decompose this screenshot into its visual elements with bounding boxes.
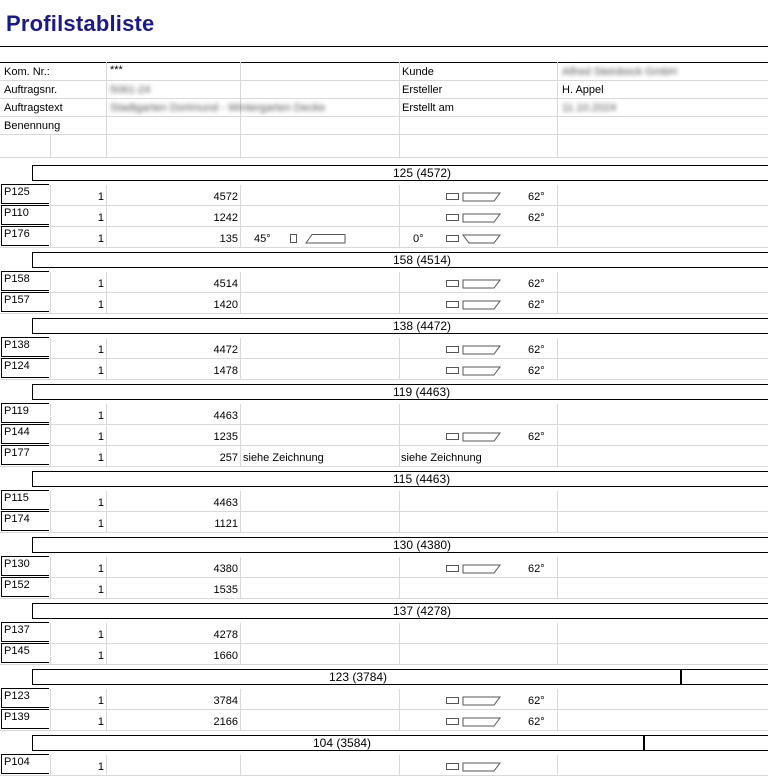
- table-row: [0, 272, 768, 293]
- profile-id[interactable]: P124: [1, 358, 49, 378]
- column-divider: [240, 557, 241, 578]
- profile-length: 4472: [213, 344, 238, 356]
- table-row: [0, 338, 768, 359]
- profile-quantity: 1: [97, 761, 104, 773]
- profile-length: 1535: [213, 584, 238, 596]
- profile-id[interactable]: P115: [1, 490, 49, 510]
- profile-quantity: 1: [97, 716, 104, 728]
- cut-angle: 62°: [528, 695, 545, 707]
- auftragsnr-label: Auftragsnr.: [4, 84, 58, 96]
- column-divider: [106, 338, 107, 359]
- column-divider: [106, 227, 107, 248]
- column-divider: [557, 578, 558, 599]
- profile-quantity: 1: [97, 695, 104, 707]
- group-header: [32, 252, 768, 268]
- group-header: [32, 669, 768, 685]
- column-divider: [240, 338, 241, 359]
- profile-length: 3784: [213, 695, 238, 707]
- column-divider: [557, 623, 558, 644]
- column-divider: [399, 293, 400, 314]
- group-label: 138 (4472): [393, 319, 452, 333]
- column-divider: [106, 578, 107, 599]
- auftragstext-label: Auftragstext: [4, 102, 63, 114]
- header-top-rule: [0, 46, 768, 47]
- cut-angle: 62°: [528, 716, 545, 728]
- profile-id[interactable]: P145: [1, 643, 49, 663]
- column-divider: [399, 644, 400, 665]
- drawing-note: siehe Zeichnung: [401, 452, 482, 464]
- profile-shape-icon: [446, 300, 504, 310]
- column-divider: [399, 338, 400, 359]
- column-divider: [557, 446, 558, 467]
- column-divider: [106, 185, 107, 206]
- column-divider: [557, 689, 558, 710]
- cut-angle: 62°: [528, 299, 545, 311]
- profile-quantity: 1: [97, 584, 104, 596]
- column-divider: [557, 185, 558, 206]
- ersteller-value: H. Appel: [562, 84, 604, 96]
- column-divider: [240, 491, 241, 512]
- group-header: [32, 537, 768, 553]
- profile-id[interactable]: P144: [1, 424, 49, 444]
- profile-length: 2166: [213, 716, 238, 728]
- group-label: 158 (4514): [393, 253, 452, 267]
- profile-id[interactable]: P125: [1, 184, 49, 204]
- column-divider: [557, 491, 558, 512]
- column-divider: [240, 644, 241, 665]
- table-row: [0, 512, 768, 533]
- cut-angle: 62°: [528, 431, 545, 443]
- column-divider: [399, 404, 400, 425]
- column-divider: [557, 227, 558, 248]
- column-divider: [240, 446, 241, 467]
- profile-shape-icon: [446, 762, 504, 772]
- column-divider: [106, 206, 107, 227]
- profile-quantity: 1: [97, 497, 104, 509]
- column-divider: [240, 710, 241, 731]
- column-divider: [106, 644, 107, 665]
- column-divider: [106, 512, 107, 533]
- column-divider: [106, 689, 107, 710]
- drawing-note: siehe Zeichnung: [243, 452, 324, 464]
- group-header: [32, 384, 768, 400]
- group-label: 130 (4380): [393, 538, 452, 552]
- column-divider: [240, 404, 241, 425]
- profile-shape-icon: [446, 564, 504, 574]
- table-row: [0, 644, 768, 665]
- profile-length: 1242: [213, 212, 238, 224]
- cut-angle: 62°: [528, 212, 545, 224]
- profile-length: 257: [219, 452, 238, 464]
- column-divider: [106, 491, 107, 512]
- profile-quantity: 1: [97, 212, 104, 224]
- column-divider: [557, 710, 558, 731]
- column-divider: [399, 710, 400, 731]
- column-divider: [557, 512, 558, 533]
- group-label: 115 (4463): [393, 472, 451, 486]
- column-divider: [106, 446, 107, 467]
- erstellt-label: Erstellt am: [402, 102, 454, 114]
- table-row: [0, 359, 768, 380]
- kunde-label: Kunde: [402, 66, 434, 78]
- auftragsnr-value: 5061-24: [110, 84, 151, 96]
- profile-id[interactable]: P110: [1, 205, 49, 225]
- profile-quantity: 1: [97, 431, 104, 443]
- table-row: [0, 623, 768, 644]
- group-tick: [643, 735, 645, 751]
- profile-id[interactable]: P157: [1, 292, 49, 312]
- column-divider: [106, 755, 107, 776]
- column-divider: [557, 338, 558, 359]
- profile-shape-icon: [446, 432, 504, 442]
- cut-angle: 62°: [528, 191, 545, 203]
- column-divider: [240, 359, 241, 380]
- profile-length: 4572: [213, 191, 238, 203]
- profile-id[interactable]: P139: [1, 709, 49, 729]
- column-divider: [399, 185, 400, 206]
- profile-shape-icon: [446, 366, 504, 376]
- table-row: [0, 578, 768, 599]
- profile-id[interactable]: P158: [1, 271, 49, 291]
- profile-quantity: 1: [97, 410, 104, 422]
- column-divider: [557, 404, 558, 425]
- column-divider: [240, 206, 241, 227]
- column-divider: [399, 227, 400, 248]
- table-row: [0, 557, 768, 578]
- column-divider: [240, 227, 241, 248]
- column-divider: [557, 206, 558, 227]
- column-divider: [557, 425, 558, 446]
- profile-length: 4514: [213, 278, 238, 290]
- column-divider: [240, 689, 241, 710]
- profile-quantity: 1: [97, 233, 104, 245]
- cut-angle: 62°: [528, 278, 545, 290]
- column-divider: [240, 425, 241, 446]
- column-divider: [240, 623, 241, 644]
- profile-length: 1478: [213, 365, 238, 377]
- profile-quantity: 1: [97, 299, 104, 311]
- cut-angle: 62°: [528, 344, 545, 356]
- column-divider: [240, 755, 241, 776]
- column-divider: [399, 359, 400, 380]
- column-divider: [240, 272, 241, 293]
- group-header: [32, 471, 768, 487]
- profile-quantity: 1: [97, 191, 104, 203]
- column-divider: [557, 359, 558, 380]
- column-divider: [557, 644, 558, 665]
- group-label: 137 (4278): [393, 604, 452, 618]
- column-divider: [557, 293, 558, 314]
- table-row: [0, 755, 768, 776]
- group-label: 123 (3784): [329, 670, 388, 684]
- profile-quantity: 1: [97, 344, 104, 356]
- column-divider: [240, 512, 241, 533]
- column-divider: [240, 185, 241, 206]
- header-rule: [0, 62, 768, 63]
- benennung-label: Benennung: [4, 120, 61, 132]
- profile-id[interactable]: P177: [1, 445, 49, 465]
- profile-shape-icon: [290, 234, 348, 244]
- cut-angle-left: 45°: [254, 233, 271, 245]
- group-header: [32, 165, 768, 181]
- group-label: 104 (3584): [313, 736, 372, 750]
- group-header: [32, 318, 768, 334]
- profile-quantity: 1: [97, 518, 104, 530]
- profile-id[interactable]: P137: [1, 622, 49, 642]
- column-divider: [399, 425, 400, 446]
- profile-id[interactable]: P123: [1, 688, 49, 708]
- table-row: [0, 710, 768, 731]
- profile-length: 4463: [213, 410, 238, 422]
- column-divider: [399, 689, 400, 710]
- profile-id[interactable]: P104: [1, 754, 49, 774]
- table-row: [0, 293, 768, 314]
- column-divider: [399, 578, 400, 599]
- profile-quantity: 1: [97, 650, 104, 662]
- table-row: [0, 206, 768, 227]
- profile-length: 4380: [213, 563, 238, 575]
- table-row: [0, 446, 768, 467]
- column-divider: [557, 272, 558, 293]
- erstellt-value: 11.10.2024: [562, 102, 617, 114]
- cut-angle-base: 0°: [413, 233, 424, 245]
- profile-quantity: 1: [97, 563, 104, 575]
- column-divider: [106, 623, 107, 644]
- profile-shape-icon: [446, 192, 504, 202]
- profile-length: 4278: [213, 629, 238, 641]
- profile-id[interactable]: P119: [1, 403, 49, 423]
- cut-angle: 62°: [528, 563, 545, 575]
- auftragstext-value: Stadtgarten Dortmund - Wintergarten Decke: [110, 102, 326, 114]
- page-title: Profilstabliste: [6, 11, 155, 36]
- column-divider: [106, 557, 107, 578]
- column-divider: [106, 359, 107, 380]
- profile-shape-icon: [446, 717, 504, 727]
- group-header: [32, 735, 768, 751]
- profile-id[interactable]: P130: [1, 556, 49, 576]
- column-divider: [557, 557, 558, 578]
- table-row: [0, 404, 768, 425]
- column-divider: [106, 293, 107, 314]
- cut-angle: 62°: [528, 365, 545, 377]
- profile-quantity: 1: [97, 365, 104, 377]
- profile-length: 4463: [213, 497, 238, 509]
- column-divider: [399, 446, 400, 467]
- table-row: [0, 227, 768, 248]
- profile-shape-icon: [446, 696, 504, 706]
- column-divider: [106, 272, 107, 293]
- group-header: [32, 603, 768, 619]
- column-divider: [557, 755, 558, 776]
- profile-shape-icon: [446, 234, 504, 244]
- profile-length: 135: [219, 233, 238, 245]
- column-divider: [106, 425, 107, 446]
- profile-shape-icon: [446, 345, 504, 355]
- column-divider: [399, 491, 400, 512]
- ersteller-label: Ersteller: [402, 84, 443, 96]
- profile-shape-icon: [446, 279, 504, 289]
- profile-length: 1235: [213, 431, 238, 443]
- group-tick: [680, 669, 682, 685]
- profile-id[interactable]: P176: [1, 226, 49, 246]
- column-divider: [106, 404, 107, 425]
- column-divider: [240, 578, 241, 599]
- group-label: 125 (4572): [393, 166, 452, 180]
- profile-length: [108, 755, 238, 776]
- column-divider: [399, 272, 400, 293]
- table-row: [0, 185, 768, 206]
- profile-length: 1660: [213, 650, 238, 662]
- profile-length: 1420: [213, 299, 238, 311]
- kom-value: ***: [110, 64, 123, 76]
- profile-quantity: 1: [97, 629, 104, 641]
- column-divider: [399, 755, 400, 776]
- column-divider: [399, 557, 400, 578]
- profile-shape-icon: [446, 213, 504, 223]
- table-row: [0, 425, 768, 446]
- profile-quantity: 1: [97, 278, 104, 290]
- group-label: 119 (4463): [393, 385, 451, 399]
- profile-id[interactable]: P152: [1, 577, 49, 597]
- profile-quantity: 1: [97, 452, 104, 464]
- kunde-value: Alfred Steinbock GmbH: [562, 66, 677, 78]
- column-divider: [399, 623, 400, 644]
- column-divider: [399, 206, 400, 227]
- table-row: [0, 689, 768, 710]
- column-divider: [399, 512, 400, 533]
- column-divider: [240, 293, 241, 314]
- table-row: [0, 491, 768, 512]
- profile-length: 1121: [214, 518, 238, 530]
- kom-label: Kom. Nr.:: [4, 66, 50, 78]
- profile-id[interactable]: P138: [1, 337, 49, 357]
- profile-id[interactable]: P174: [1, 511, 49, 531]
- column-divider: [106, 710, 107, 731]
